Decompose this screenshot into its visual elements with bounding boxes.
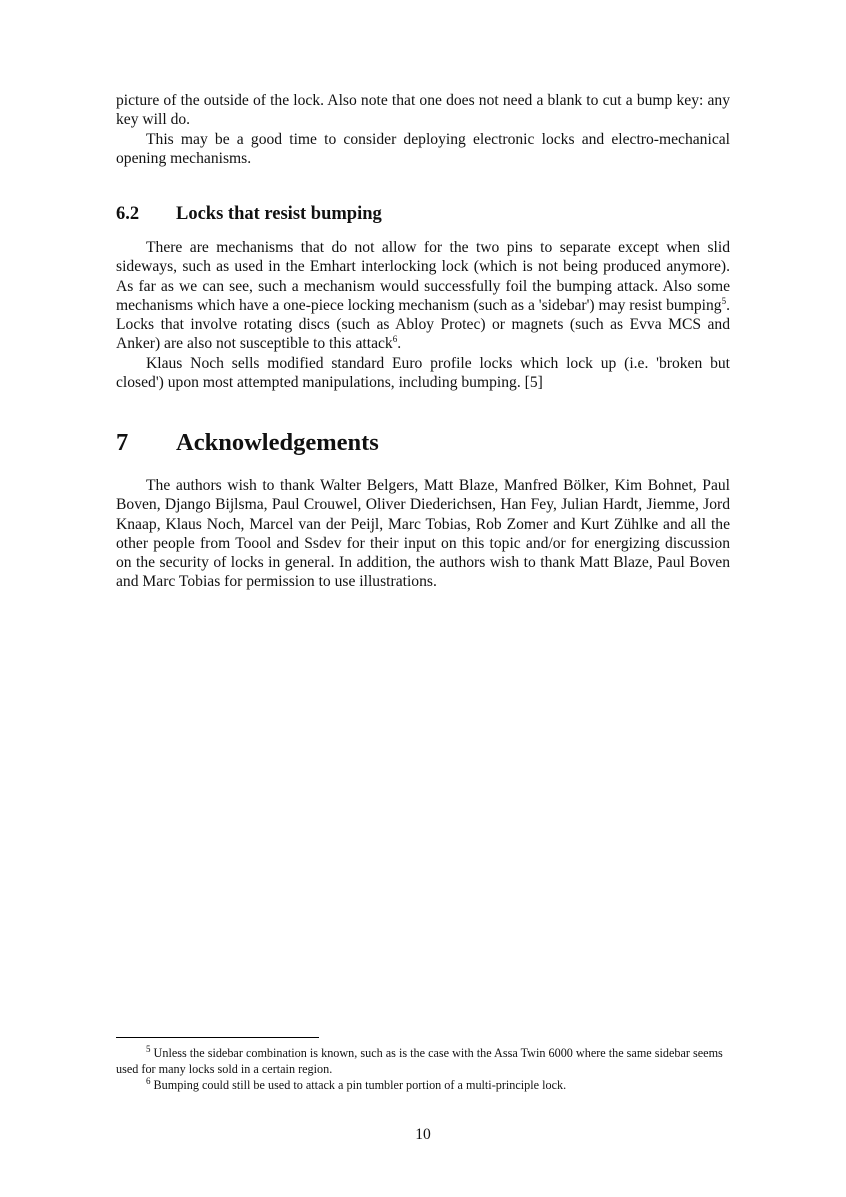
footnote-5: $^5$ Unless the sidebar combination is known, such as is the case with the Assa Twin 6000 where the same sidebar seems used for many locks sold in a certain region. [116,1043,723,1076]
intro-paragraph-2: This may be a good time to consider deploying electronic locks and electro-mechanical opening mechanisms. [116,130,730,167]
section-7-body [116,476,730,592]
section-6-2-number: 6.2 [116,204,140,224]
footnote-separator [116,1037,319,1038]
footnote-ref-5[interactable]: 5 [721,295,727,306]
footnotes [116,1045,730,1093]
acknowledgements-paragraph: The authors wish to thank Walter Belgers, Matt Blaze, Manfred Bölker, Kim Bohnet, Paul Boven, Django Bijlsma, Paul Crouwel, Oliver Diederichsen, Han Fey, Julian Hardt, Jiemme, Jord Knaap, Klaus Noch, Marcel van der Peijl, Marc Tobias, Rob Zomer and Kurt Zühlke and all the other people from Toool and Ssdev for their input on this topic and/or for energizing discussion on the security of locks in general. In addition, the authors wish to thank Matt Blaze, Paul Boven and Marc Tobias for permission to use illustrations. [116,477,730,591]
section-7-heading [116,429,379,457]
footnote-mark: 5 [146,1043,151,1054]
section-7-number: 7 [116,429,129,456]
section-6-2-paragraph-1: There are mechanisms that do not allow for the two pins to separate except when slid sideways, such as used in the Emhart interlocking lock (which is not being produced anymore). As far as we can see, such a mechanism would successfully foil the bumping attack. Also some mechanisms which have a one-piece locking mechanism (such as a 'sidebar') may resist bumping$^5$. Locks that involve rotating discs (such as Abloy Protec) or magnets (such as Evva MCS and Anker) are also not susceptible to this attack$^6$. [116,239,730,353]
footnote-mark: 6 [146,1075,151,1086]
section-6-2-paragraph-2: Klaus Noch sells modified standard Euro profile locks which lock up (i.e. 'broken but closed') upon most attempted manipulations, including bumping. [5] [116,354,730,392]
section-7-title: Acknowledgements [176,429,379,456]
section-6-2-title: Locks that resist bumping [176,204,382,224]
page-number: 10 [415,1126,431,1143]
footnote-6: $^6$ Bumping could still be used to attack a pin tumbler portion of a multi-principle lock. [146,1075,567,1092]
intro-paragraph-1: picture of the outside of the lock. Also note that one does not need a blank to cut a bump key: any key will do. [116,92,730,129]
section-6-2-body [116,238,730,392]
intro-text [116,91,730,168]
section-6-2-heading [116,204,382,225]
footnote-ref-6[interactable]: 6 [392,334,398,345]
